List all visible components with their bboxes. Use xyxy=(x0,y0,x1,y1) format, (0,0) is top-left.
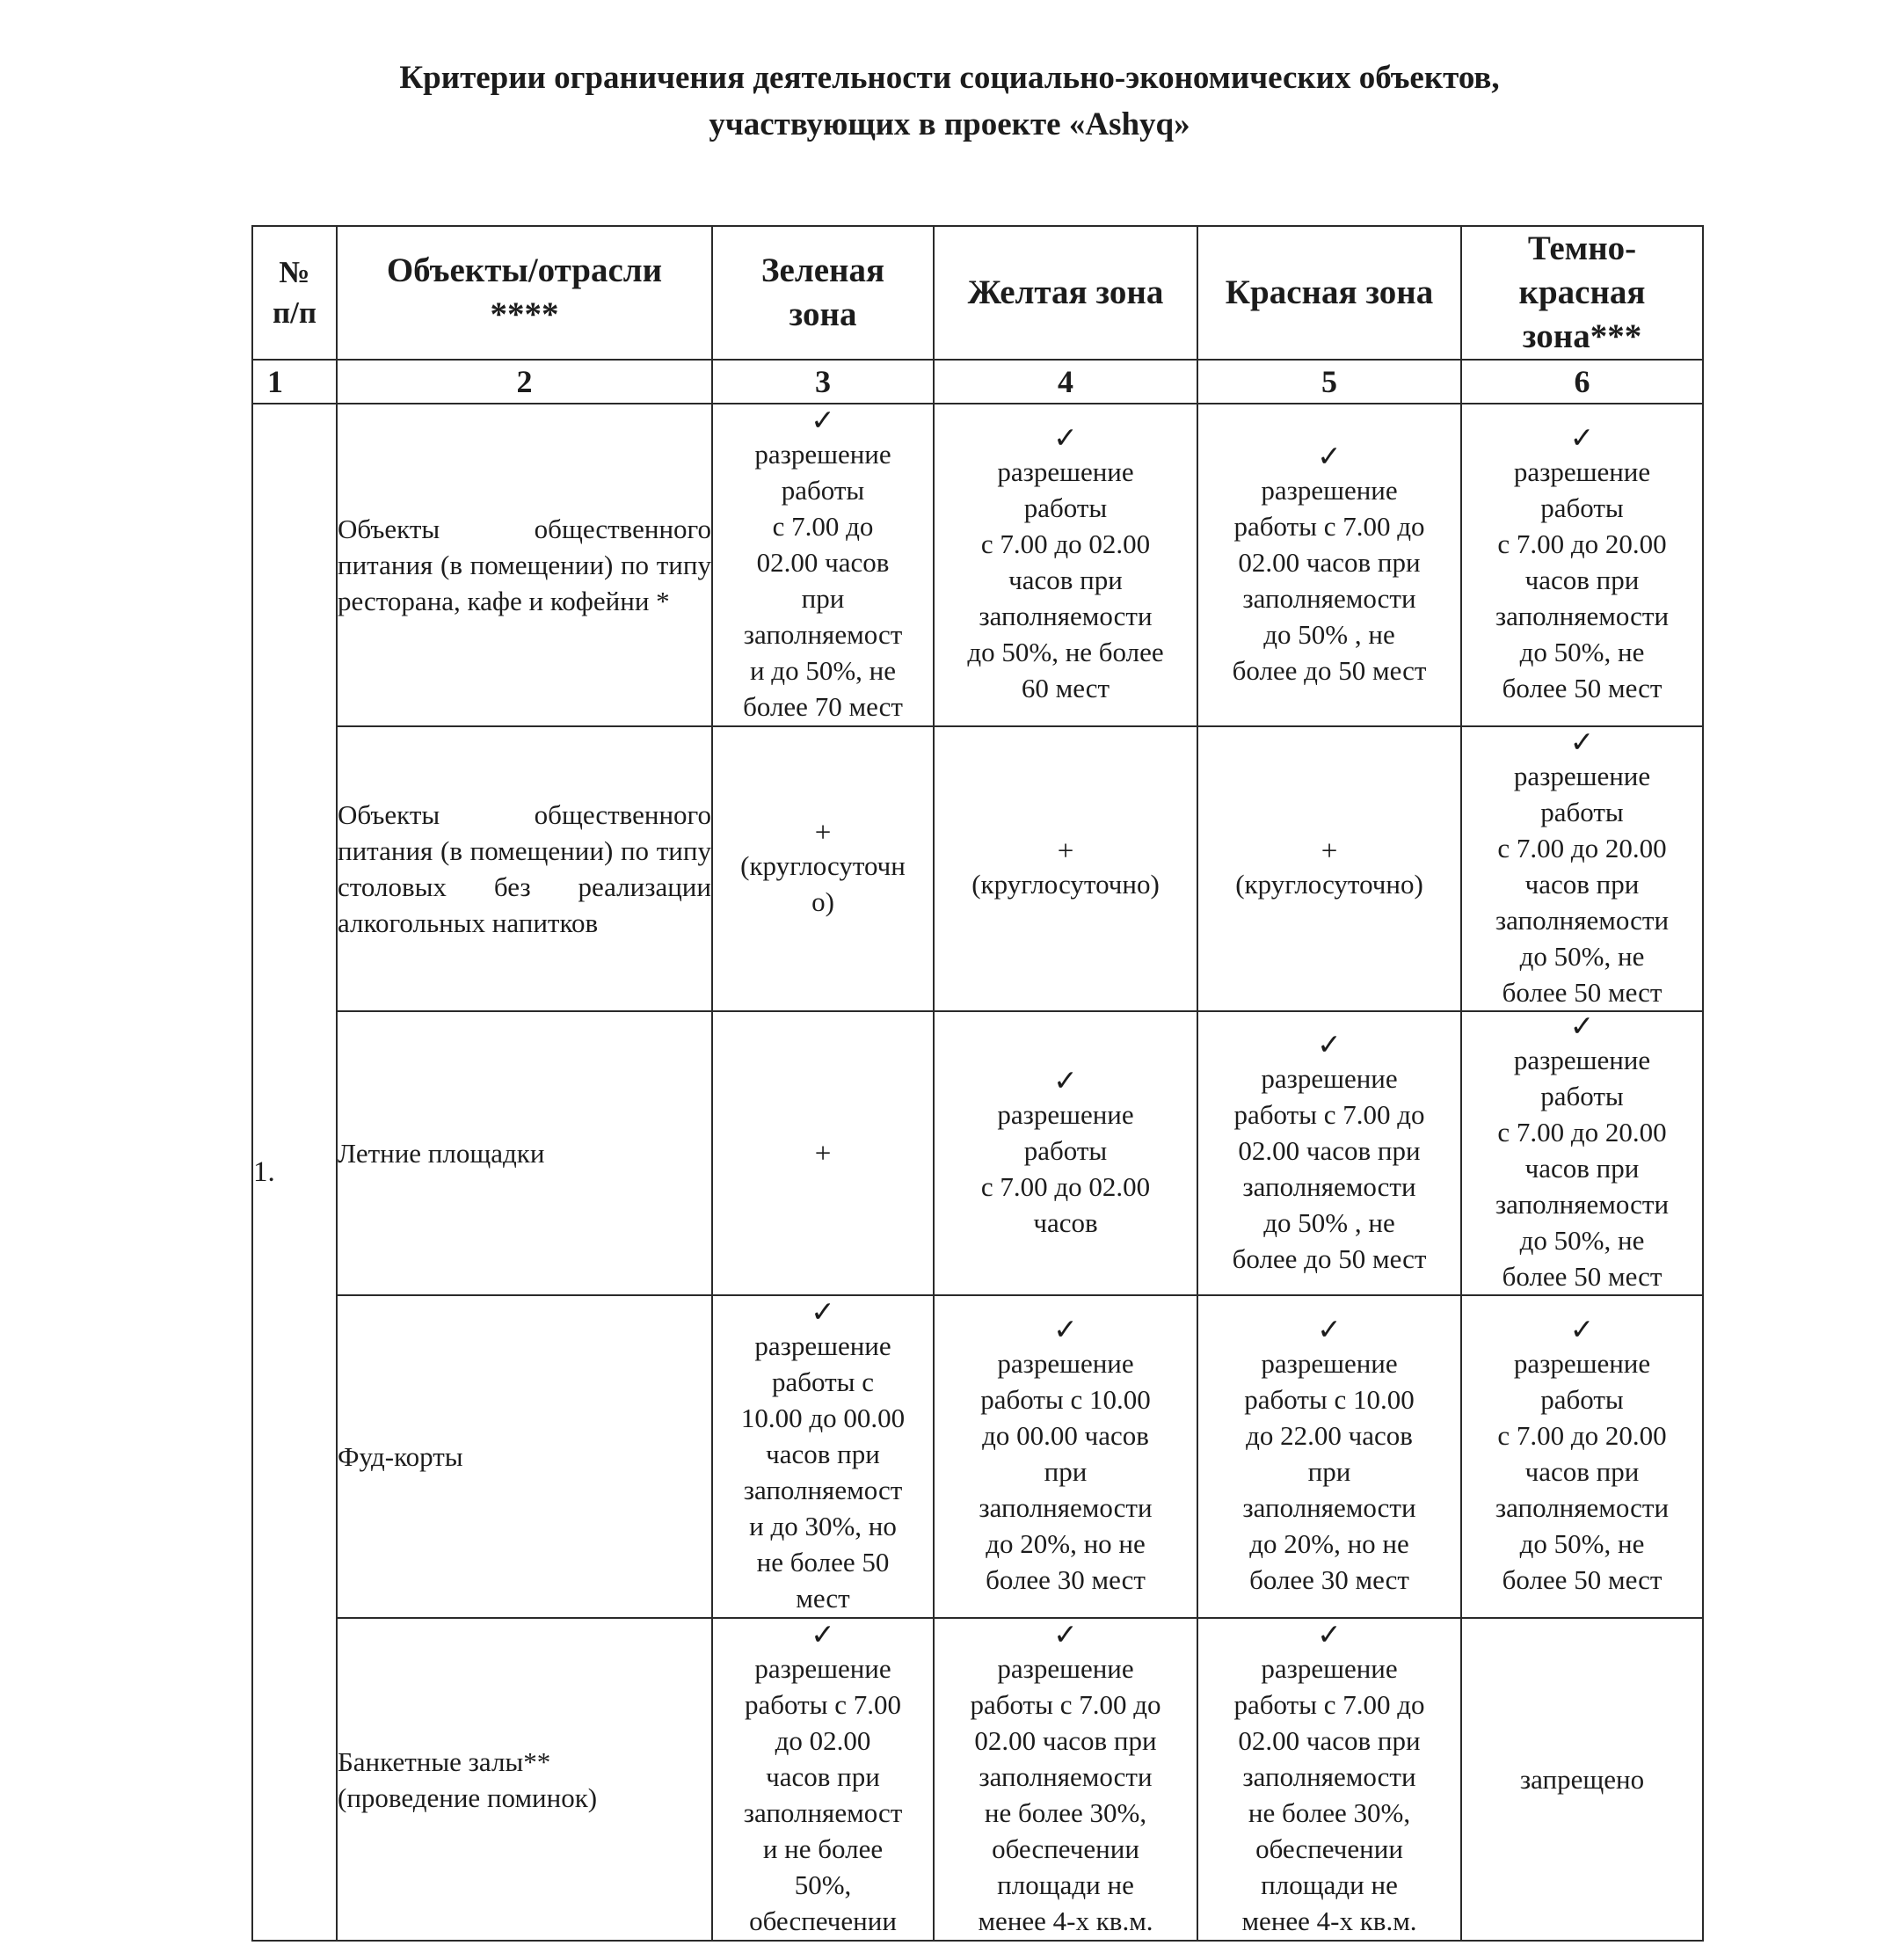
check-icon: ✓ xyxy=(1053,1315,1078,1346)
yellow-zone-text: разрешение работы с 7.00 до 02.00 часов при заполняемости до 50%, не более 60 мест xyxy=(967,456,1164,703)
check-icon: ✓ xyxy=(1317,1619,1342,1651)
object-name: Объекты общественного питания (в помещении) по типу столовых без реализации алкогольных напитков xyxy=(337,726,712,1011)
darkred-zone-text: разрешение работы с 7.00 до 20.00 часов при заполняемости до 50%, не более 50 мест xyxy=(1495,760,1670,1008)
header-yellow-zone: Желтая зона xyxy=(934,226,1197,360)
section-number: 1. xyxy=(252,404,337,1941)
header-number: № п/п xyxy=(252,226,337,360)
object-name: Объекты общественного питания (в помещении) по типу ресторана, кафе и кофейни * xyxy=(337,404,712,726)
darkred-zone-cell xyxy=(1461,726,1703,1011)
check-icon: ✓ xyxy=(811,1296,835,1329)
check-icon: ✓ xyxy=(811,404,835,437)
red-zone-text: разрешение работы с 7.00 до 02.00 часов при заполняемости до 50% , не более до 50 мест xyxy=(1232,1062,1427,1274)
green-zone-cell xyxy=(712,1011,934,1295)
green-zone-text: разрешение работы с 7.00 до 02.00 часов при заполняемост и не более 50%, обеспечении xyxy=(743,1652,903,1936)
green-zone-cell xyxy=(712,1618,934,1941)
table-row xyxy=(252,1618,1703,1941)
green-zone-text: разрешение работы с 10.00 до 00.00 часов при заполняемост и до 30%, но не более 50 мест xyxy=(740,1330,906,1614)
darkred-zone-text: разрешение работы с 7.00 до 20.00 часов при заполняемости до 50%, не более 50 мест xyxy=(1495,1045,1670,1292)
object-name: Фуд-корты xyxy=(337,1295,712,1618)
red-zone-cell xyxy=(1197,1011,1461,1295)
column-number-4: 4 xyxy=(934,360,1197,404)
column-number-1: 1 xyxy=(252,360,337,404)
column-number-6: 6 xyxy=(1461,360,1703,404)
red-zone-cell xyxy=(1197,1618,1461,1941)
check-icon: ✓ xyxy=(1569,1011,1595,1043)
darkred-zone-text: разрешение работы с 7.00 до 20.00 часов при заполняемости до 50%, не более 50 мест xyxy=(1495,1348,1670,1595)
darkred-zone-text: разрешение работы с 7.00 до 20.00 часов при заполняемости до 50%, не более 50 мест xyxy=(1495,456,1670,703)
red-zone-cell xyxy=(1197,1295,1461,1618)
darkred-zone-cell xyxy=(1461,1618,1703,1941)
plus-icon: + xyxy=(1321,834,1338,867)
header-green-zone: Зеленая зона xyxy=(712,226,934,360)
column-number-3: 3 xyxy=(712,360,934,404)
yellow-zone-cell xyxy=(934,1011,1197,1295)
title-line-2: участвующих в проекте «Ashyq» xyxy=(709,106,1190,142)
green-zone-text: (круглосуточн о) xyxy=(740,850,906,917)
yellow-zone-cell xyxy=(934,404,1197,726)
check-icon: ✓ xyxy=(1317,1029,1342,1061)
red-zone-cell xyxy=(1197,726,1461,1011)
red-zone-text: (круглосуточно) xyxy=(1235,868,1423,900)
plus-icon: + xyxy=(1057,834,1074,867)
object-name: Банкетные залы** (проведение поминок) xyxy=(337,1618,712,1941)
yellow-zone-cell xyxy=(934,726,1197,1011)
check-icon: ✓ xyxy=(1317,441,1342,473)
table-row xyxy=(252,1011,1703,1295)
plus-icon: + xyxy=(814,1137,832,1169)
check-icon: ✓ xyxy=(1569,726,1595,759)
check-icon: ✓ xyxy=(1317,1315,1342,1346)
header-objects: Объекты/отрасли **** xyxy=(337,226,712,360)
header-red-zone: Красная зона xyxy=(1197,226,1461,360)
document-title xyxy=(0,55,1899,148)
yellow-zone-text: разрешение работы с 7.00 до 02.00 часов при заполняемости не более 30%, обеспечении площади не менее 4-х кв.м. xyxy=(970,1652,1161,1936)
header-darkred-zone: Темно- красная зона*** xyxy=(1461,226,1703,360)
table-row xyxy=(252,404,1703,726)
green-zone-text: разрешение работы с 7.00 до 02.00 часов при заполняемост и до 50%, не более 70 мест xyxy=(743,438,903,722)
title-line-1: Критерии ограничения деятельности социально-экономических объектов, xyxy=(399,60,1500,96)
darkred-zone-cell xyxy=(1461,1295,1703,1618)
yellow-zone-text: разрешение работы с 7.00 до 02.00 часов xyxy=(980,1098,1151,1238)
check-icon: ✓ xyxy=(1569,423,1595,455)
darkred-zone-cell xyxy=(1461,1011,1703,1295)
green-zone-cell xyxy=(712,404,934,726)
darkred-zone-cell xyxy=(1461,404,1703,726)
red-zone-text: разрешение работы с 10.00 до 22.00 часов при заполняемости до 20%, но не более 30 мест xyxy=(1242,1348,1416,1595)
check-icon: ✓ xyxy=(1569,1315,1595,1346)
header-row xyxy=(252,226,1703,360)
plus-icon: + xyxy=(814,817,832,849)
column-number-5: 5 xyxy=(1197,360,1461,404)
column-number-row xyxy=(252,360,1703,404)
table-row xyxy=(252,726,1703,1011)
yellow-zone-cell xyxy=(934,1618,1197,1941)
check-icon: ✓ xyxy=(1053,1065,1078,1097)
red-zone-text: разрешение работы с 7.00 до 02.00 часов при заполняемости не более 30%, обеспечении площади не менее 4-х кв.м. xyxy=(1233,1652,1425,1936)
yellow-zone-text: (круглосуточно) xyxy=(971,868,1160,900)
yellow-zone-cell xyxy=(934,1295,1197,1618)
green-zone-cell xyxy=(712,1295,934,1618)
table-row xyxy=(252,1295,1703,1618)
darkred-zone-text: запрещено xyxy=(1519,1764,1645,1795)
criteria-table xyxy=(251,225,1704,1942)
check-icon: ✓ xyxy=(1053,423,1078,455)
yellow-zone-text: разрешение работы с 10.00 до 00.00 часов при заполняемости до 20%, но не более 30 мест xyxy=(979,1348,1153,1595)
check-icon: ✓ xyxy=(1053,1619,1078,1651)
red-zone-cell xyxy=(1197,404,1461,726)
object-name: Летние площадки xyxy=(337,1011,712,1295)
red-zone-text: разрешение работы с 7.00 до 02.00 часов при заполняемости до 50% , не более до 50 мест xyxy=(1232,474,1427,686)
column-number-2: 2 xyxy=(337,360,712,404)
check-icon: ✓ xyxy=(811,1619,835,1651)
green-zone-cell xyxy=(712,726,934,1011)
